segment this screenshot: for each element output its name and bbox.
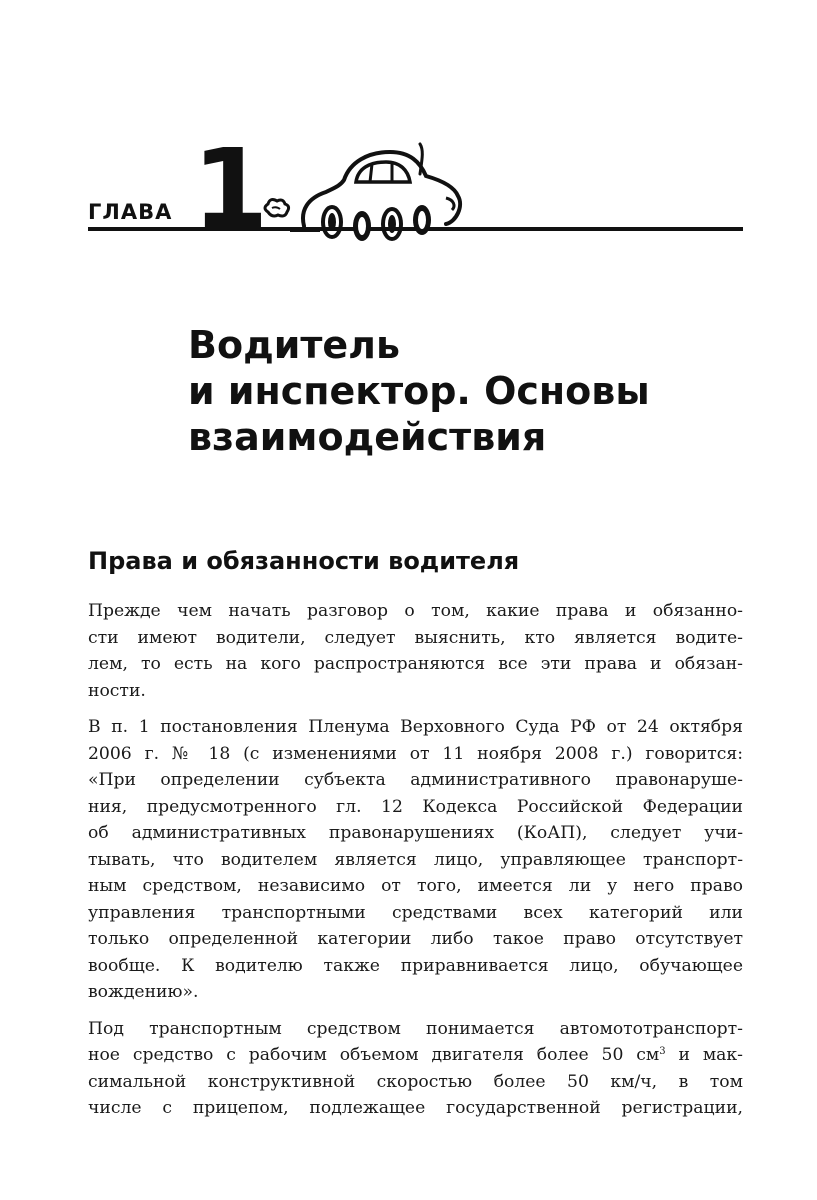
body-text [88,598,743,1132]
text-run: ное средство с рабочим объемом двигателя более 50 см [88,1045,660,1065]
text-line: ности. [88,680,146,701]
paragraph [88,714,743,1006]
text-line: ния, предусмотренного гл. 12 Кодекса Российской Федерации [88,796,743,817]
chapter-title-line: и инспектор. Основы [188,369,650,413]
text-line: управления транспортными средствами всех категорий или [88,902,743,923]
text-run: и мак- [665,1045,743,1065]
paragraph [88,1016,743,1122]
section-heading: Права и обязанности водителя [88,547,520,575]
text-line: 2006 г. № 18 (с изменениями от 11 ноября 2008 г.) говорится: [88,743,743,764]
text-line: лем, то есть на кого распространяются все эти права и обязан- [88,654,743,674]
text-line: только определенной категории либо такое право отсутствует [88,929,743,949]
text-line: «При определении субъекта административного правонаруше- [88,770,743,790]
text-line: тывать, что водителем является лицо, управляющее транспорт- [88,849,743,870]
text-line: Прежде чем начать разговор о том, какие права и обязанно- [88,601,743,621]
text-line: сти имеют водители, следует выяснить, кто является водите- [88,627,743,648]
chapter-title-line: взаимодействия [188,415,547,459]
text-line: симальной конструктивной скоростью более 50 км/ч, в том [88,1071,743,1092]
text-line [88,1042,743,1069]
paragraph [88,598,743,704]
text-line: числе с прицепом, подлежащее государственной регистрации, [88,1098,743,1118]
text-line: В п. 1 постановления Пленума Верховного Суда РФ от 24 октября [88,717,743,737]
chapter-title [188,322,748,460]
car-icon [260,140,470,245]
text-line: ным средством, независимо от того, имеется ли у него право [88,876,743,896]
superscript: 3 [659,1046,666,1057]
text-line: вообще. К водителю также приравнивается лицо, обучающее [88,955,743,976]
text-line: об административных правонарушениях (КоАП), следует учи- [88,823,743,843]
chapter-header [88,125,743,253]
chapter-number: 1 [192,125,269,253]
chapter-label: ГЛАВА [88,200,173,224]
chapter-title-line: Водитель [188,323,401,367]
text-line: вождению». [88,982,199,1002]
text-line: Под транспортным средством понимается автомототранспорт- [88,1018,743,1039]
